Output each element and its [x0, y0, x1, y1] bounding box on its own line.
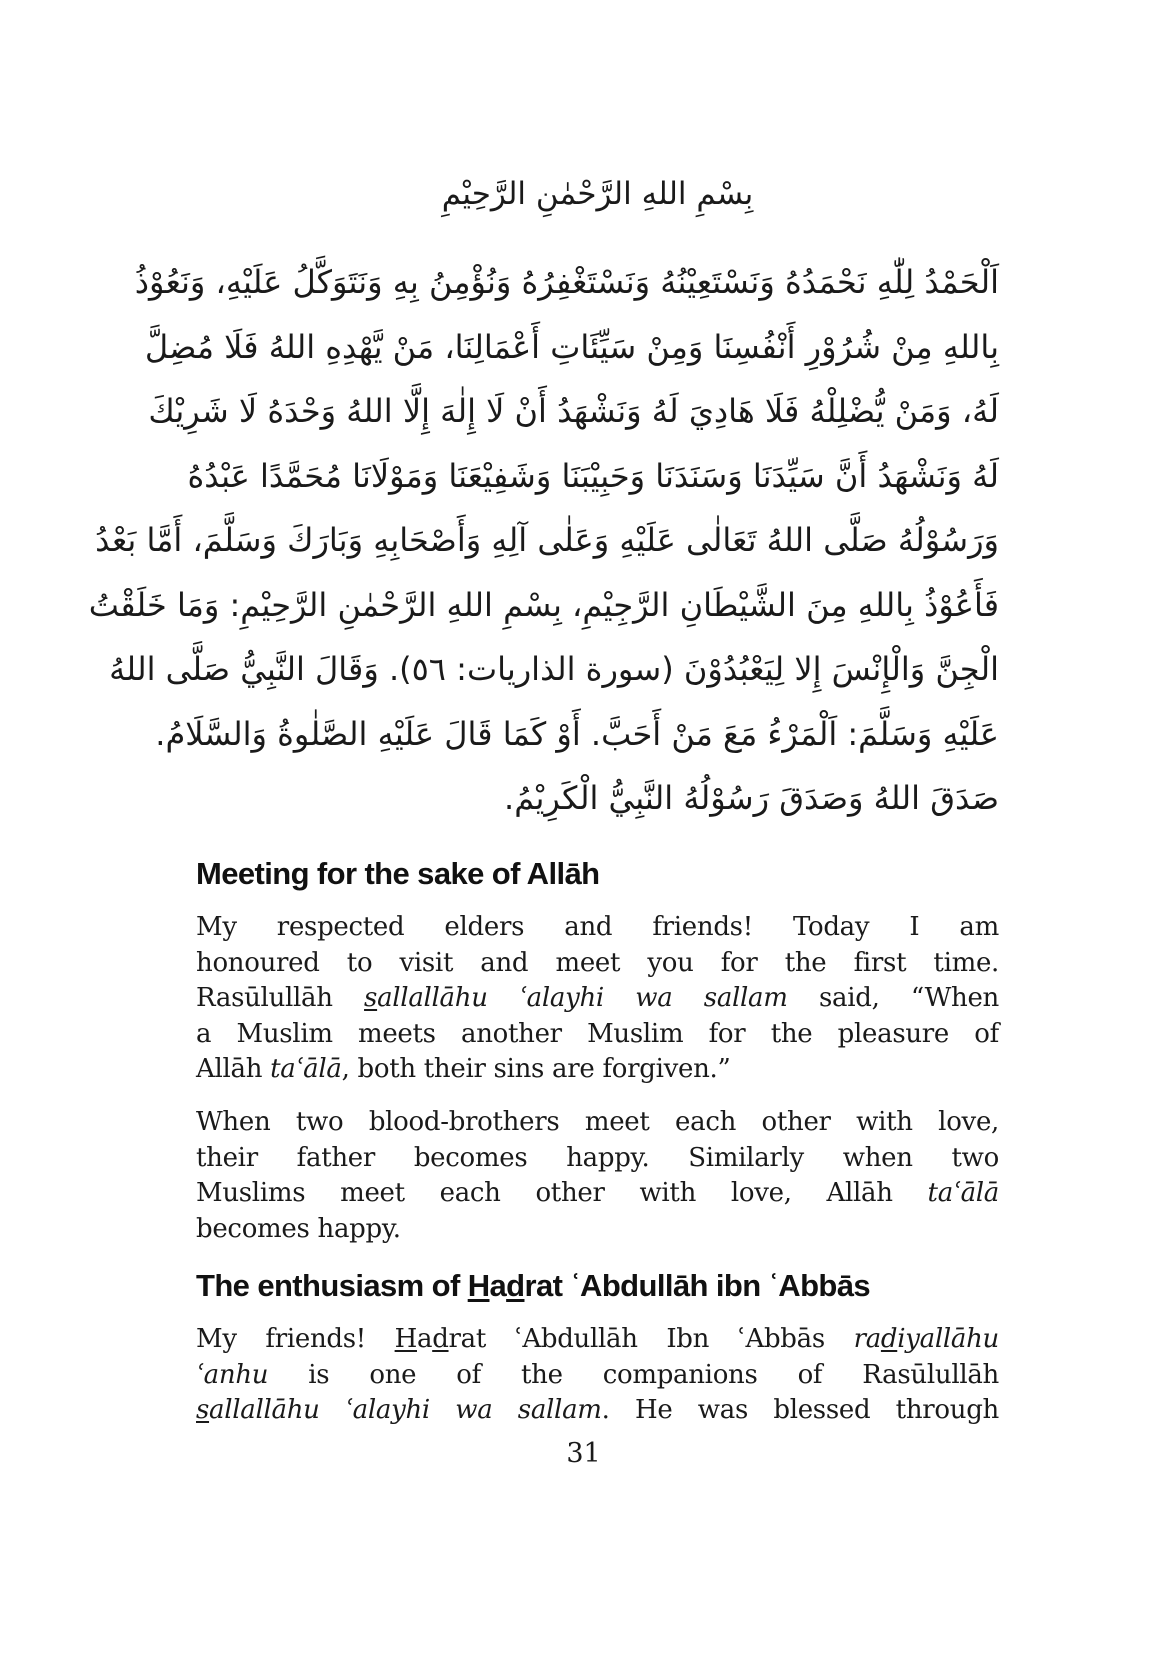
text-run: , both their sins are forgiven.”	[341, 1054, 731, 1084]
text-run: Rasūlullāh	[196, 983, 365, 1013]
section-heading: Meeting for the sake of Allāh	[196, 856, 600, 891]
section-heading	[196, 1266, 999, 1306]
paragraph-line	[196, 1393, 999, 1429]
paragraph-line: their father becomes happy. Similarly when two	[196, 1142, 999, 1173]
underlined-letter: d	[432, 1324, 449, 1354]
text-run: allallāhu ʿalayhi wa sallam	[209, 1395, 602, 1425]
text-run: rat ʿAbdullāh Ibn ʿAbbās	[448, 1324, 854, 1354]
underlined-letter: H	[394, 1324, 417, 1354]
italic-run: taʿālā	[270, 1054, 342, 1084]
arabic-line: لَهُ، وَمَنْ يُّضْلِلْهُ فَلَا هَادِيَ لَهُ وَنَشْهَدُ أَنْ لَا إِلٰهَ إِلَّا اللهُ وَحْدَهُ لَا شَرِيْكَ	[148, 392, 999, 430]
text-run: rat ʿAbdullāh ibn ʿAbbās	[524, 1268, 871, 1303]
underlined-letter: d	[880, 1324, 898, 1354]
text-run: Muslims meet each other with love, Allāh	[196, 1178, 928, 1208]
arabic-opening-khutbah	[88, 250, 999, 831]
paragraph	[196, 1322, 999, 1429]
arabic-line: عَلَيْهِ وَسَلَّمَ: اَلْمَرْءُ مَعَ مَنْ أَحَبَّ. أَوْ كَمَا قَالَ عَلَيْهِ الصَّلٰوةُ وَالسَّلَامُ.	[155, 714, 999, 753]
arabic-line: وَرَسُوْلُهُ صَلَّى اللهُ تَعَالٰى عَلَيْهِ وَعَلٰى آلِهِ وَأَصْحَابِهِ وَبَارَكَ وَسَلَّمَ، أَمَّا بَعْدُ	[95, 521, 999, 559]
underlined-letter: H	[467, 1268, 490, 1303]
arabic-line: صَدَقَ اللهُ وَصَدَقَ رَسُوْلُهُ النَّبِيُّ الْكَرِيْمُ.	[504, 779, 999, 817]
italic-run: ʿanhu	[196, 1359, 269, 1390]
italic-run	[364, 983, 788, 1013]
text-run: a	[416, 1324, 433, 1354]
arabic-line: الْجِنَّ وَالْإِنْسَ إِلا لِيَعْبُدُوْنَ (سورة الذاريات: ٥٦). وَقَالَ النَّبِيُّ صَلَّى اللهُ	[109, 650, 999, 688]
underlined-letter: d	[506, 1268, 525, 1303]
paragraph-line: My respected elders and friends! Today I am	[196, 912, 999, 942]
arabic-line: لَهُ وَنَشْهَدُ أَنَّ سَيِّدَنَا وَسَنَدَنَا وَحَبِيْبَنَا وَشَفِيْعَنَا وَمَوْلَانَا مُحَمَّدًا عَبْدُهُ	[187, 456, 999, 495]
paragraph-line: becomes happy.	[196, 1213, 401, 1244]
paragraph	[196, 1105, 999, 1247]
text-run: said, “When	[787, 983, 999, 1013]
paragraph-line	[196, 1052, 999, 1088]
paragraph-line: honoured to visit and meet you for the first time.	[196, 947, 999, 978]
italic-run	[854, 1324, 999, 1354]
text-run: is one of the companions of Rasūlullāh	[268, 1359, 999, 1390]
text-run: a	[489, 1268, 507, 1303]
text-run: allallāhu ʿalayhi wa sallam	[377, 983, 788, 1013]
paragraph-line	[196, 981, 999, 1017]
text-run: My friends!	[196, 1324, 395, 1354]
arabic-line: اَلْحَمْدُ لِلّٰهِ نَحْمَدُهُ وَنَسْتَعِيْنُهُ وَنَسْتَغْفِرُهُ وَنُؤْمِنُ بِهِ وَنَتَوَكَّلُ عَلَيْهِ، وَنَعُوْذُ	[134, 263, 999, 301]
paragraph-line	[196, 1176, 999, 1212]
page-number: 31	[566, 1438, 601, 1469]
text-run: The enthusiasm of	[196, 1268, 468, 1303]
text-run: . He was blessed through	[601, 1395, 999, 1425]
basmala: بِسْمِ اللهِ الرَّحْمٰنِ الرَّحِيْمِ	[441, 176, 754, 212]
arabic-line: فَأَعُوْذُ بِاللهِ مِنَ الشَّيْطَانِ الرَّجِيْمِ، بِسْمِ اللهِ الرَّحْمٰنِ الرَّحِيْمِ: وَمَا خَلَقْتُ	[88, 585, 999, 624]
paragraph-line	[196, 1322, 999, 1358]
italic-run: taʿālā	[927, 1178, 999, 1208]
underlined-letter: s	[196, 1395, 210, 1425]
text-run: ra	[853, 1324, 881, 1354]
text-run: iyallāhu	[897, 1324, 999, 1354]
paragraph-line: When two blood-brothers meet each other with love,	[196, 1107, 999, 1137]
paragraph	[196, 910, 999, 1088]
paragraph-line	[196, 1358, 999, 1394]
text-run: Allāh	[196, 1054, 271, 1084]
arabic-line: بِاللهِ مِنْ شُرُوْرِ أَنْفُسِنَا وَمِنْ سَيِّئَاتِ أَعْمَالِنَا، مَنْ يَّهْدِهِ اللهُ فَلَا مُضِلَّ	[144, 327, 999, 366]
italic-run	[196, 1395, 602, 1425]
underlined-letter: s	[364, 983, 378, 1013]
paragraph-line: a Muslim meets another Muslim for the pleasure of	[196, 1018, 999, 1049]
